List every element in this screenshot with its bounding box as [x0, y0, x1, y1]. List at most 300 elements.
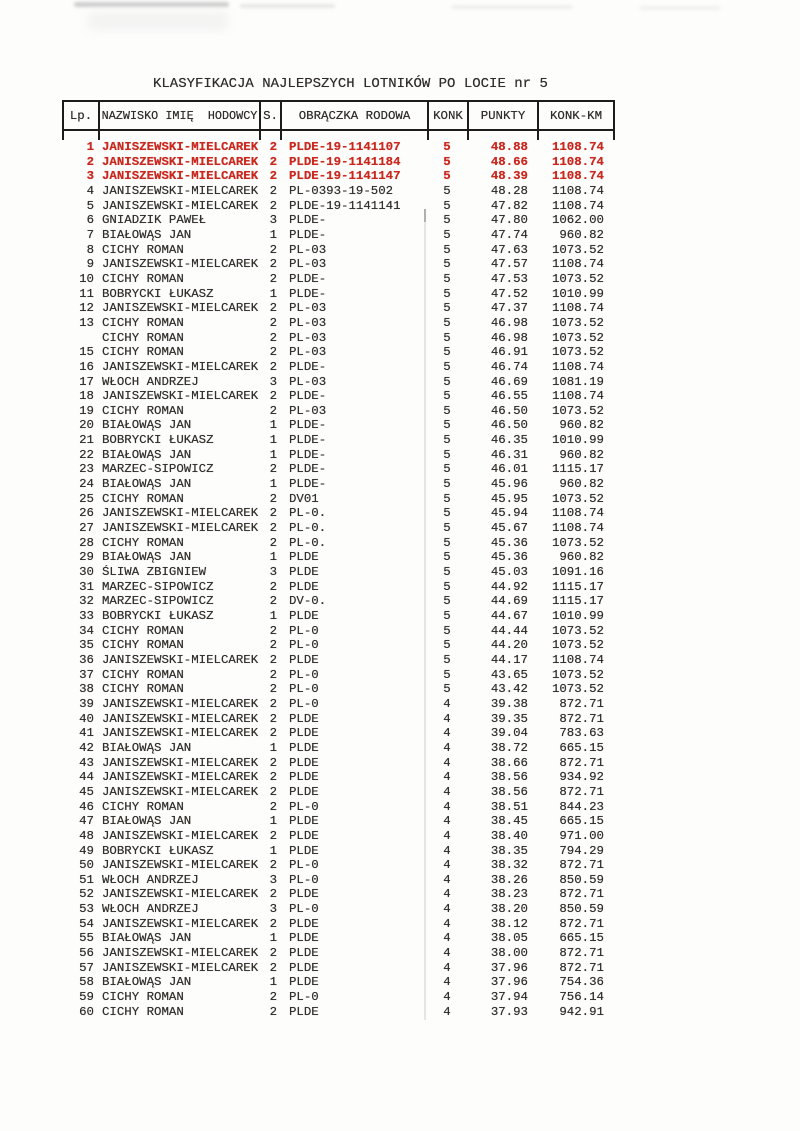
cell-punkty: 38.56: [490, 784, 528, 799]
cell-series: 3: [269, 374, 277, 389]
cell-ring: DV01: [289, 491, 319, 506]
cell-lp: 31: [79, 579, 94, 594]
table-row: [62, 257, 615, 272]
cell-series: 2: [269, 770, 277, 785]
column-tick: [613, 130, 615, 140]
cell-ring: PL-0: [289, 682, 319, 697]
cell-ring: PL-0.: [289, 506, 327, 521]
cell-lp: 16: [79, 359, 94, 374]
cell-konk-km: 1073.52: [551, 315, 604, 330]
cell-punkty: 47.37: [490, 301, 528, 316]
cell-punkty: 37.96: [490, 960, 528, 975]
cell-konk-km: 1073.52: [551, 271, 604, 286]
cell-series: 3: [269, 872, 277, 887]
cell-konk: 4: [443, 872, 451, 887]
cell-konk: 5: [443, 491, 451, 506]
cell-punkty: 37.96: [490, 975, 528, 990]
cell-konk: 4: [443, 814, 451, 829]
cell-lp: 30: [79, 565, 94, 580]
cell-konk-km: 794.29: [559, 843, 604, 858]
cell-punkty: 44.44: [490, 623, 528, 638]
cell-lp: 32: [79, 594, 94, 609]
cell-series: 2: [269, 726, 277, 741]
cell-lp: 28: [79, 535, 94, 550]
cell-konk-km: 1073.52: [551, 345, 604, 360]
cell-punkty: 47.82: [490, 198, 528, 213]
cell-ring: PLDE: [289, 931, 319, 946]
cell-punkty: 45.36: [490, 550, 528, 565]
cell-konk: 5: [443, 609, 451, 623]
cell-series: 2: [269, 491, 277, 506]
table-row: [62, 301, 615, 316]
cell-series: 3: [269, 565, 277, 580]
cell-lp: 51: [79, 872, 94, 887]
cell-punkty: 46.91: [490, 345, 528, 360]
cell-punkty: 44.69: [490, 594, 528, 609]
cell-lp: 23: [79, 462, 94, 477]
cell-konk-km: 1108.74: [551, 652, 604, 667]
cell-punkty: 38.32: [490, 858, 528, 873]
cell-konk-km: 1010.99: [551, 433, 604, 448]
cell-series: 1: [269, 477, 277, 492]
cell-lp: 41: [79, 726, 94, 741]
cell-ring: PLDE: [289, 828, 319, 843]
cell-series: 2: [269, 183, 277, 198]
cell-lp: 25: [79, 491, 94, 506]
cell-lp: 10: [79, 271, 94, 286]
cell-lp: 1: [86, 140, 94, 154]
column-header-konk: KONK: [429, 102, 469, 129]
cell-ring: PL-03: [289, 315, 327, 330]
cell-lp: 44: [79, 770, 94, 785]
cell-lp: 9: [86, 257, 94, 272]
cell-ring: PL-03: [289, 345, 327, 360]
cell-punkty: 44.92: [490, 579, 528, 594]
cell-konk: 5: [443, 623, 451, 638]
column-tick: [98, 130, 100, 140]
cell-lp: 52: [79, 887, 94, 902]
cell-punkty: 46.35: [490, 433, 528, 448]
cell-konk: 4: [443, 916, 451, 931]
cell-lp: 50: [79, 858, 94, 873]
cell-name: JANISZEWSKI-MIELCAREK: [102, 521, 259, 536]
cell-name: CICHY ROMAN: [102, 1004, 184, 1019]
cell-konk: 5: [443, 565, 451, 580]
table-row: [62, 550, 615, 565]
cell-series: 3: [269, 213, 277, 228]
cell-ring: PLDE-: [289, 227, 327, 242]
cell-name: JANISZEWSKI-MIELCAREK: [102, 506, 259, 521]
cell-konk: 5: [443, 667, 451, 682]
column-tick: [280, 130, 282, 140]
cell-name: CICHY ROMAN: [102, 345, 184, 360]
cell-name: JANISZEWSKI-MIELCAREK: [102, 140, 259, 154]
cell-punkty: 46.01: [490, 462, 528, 477]
cell-konk-km: 942.91: [559, 1004, 604, 1019]
cell-konk-km: 1115.17: [551, 462, 604, 477]
cell-series: 1: [269, 609, 277, 623]
cell-ring: PLDE: [289, 946, 319, 961]
cell-punkty: 46.69: [490, 374, 528, 389]
cell-name: JANISZEWSKI-MIELCAREK: [102, 960, 259, 975]
cell-ring: PLDE: [289, 550, 319, 565]
cell-konk-km: 783.63: [559, 726, 604, 741]
cell-name: BOBRYCKI ŁUKASZ: [102, 843, 214, 858]
cell-series: 2: [269, 506, 277, 521]
cell-name: JANISZEWSKI-MIELCAREK: [102, 389, 259, 404]
cell-ring: PLDE: [289, 740, 319, 755]
cell-lp: 13: [79, 315, 94, 330]
cell-name: BIAŁOWĄS JAN: [102, 931, 192, 946]
cell-konk: 5: [443, 301, 451, 316]
cell-konk: 4: [443, 711, 451, 726]
cell-konk-km: 872.71: [559, 916, 604, 931]
cell-series: 2: [269, 858, 277, 873]
cell-konk: 4: [443, 858, 451, 873]
cell-series: 2: [269, 711, 277, 726]
cell-ring: PLDE-: [289, 447, 327, 462]
cell-lp: 17: [79, 374, 94, 389]
cell-konk-km: 872.71: [559, 946, 604, 961]
cell-ring: PLDE-: [289, 286, 327, 301]
cell-series: 1: [269, 447, 277, 462]
table-row: [62, 331, 615, 346]
cell-konk: 5: [443, 286, 451, 301]
cell-konk-km: 1108.74: [551, 301, 604, 316]
table-row: [62, 199, 615, 214]
cell-series: 2: [269, 301, 277, 316]
cell-punkty: 47.57: [490, 257, 528, 272]
cell-ring: PL-0: [289, 667, 319, 682]
cell-name: GNIADZIK PAWEŁ: [102, 213, 207, 228]
cell-konk: 5: [443, 652, 451, 667]
cell-konk: 4: [443, 902, 451, 917]
cell-series: 2: [269, 271, 277, 286]
cell-konk-km: 1073.52: [551, 638, 604, 653]
cell-name: BIAŁOWĄS JAN: [102, 418, 192, 433]
cell-konk: 5: [443, 462, 451, 477]
cell-lp: 33: [79, 609, 94, 623]
cell-lp: 42: [79, 740, 94, 755]
cell-ring: PL-03: [289, 257, 327, 272]
cell-ring: PLDE: [289, 784, 319, 799]
cell-konk-km: 1108.74: [551, 169, 604, 184]
cell-konk: 4: [443, 887, 451, 902]
cell-series: 2: [269, 315, 277, 330]
cell-ring: PLDE: [289, 916, 319, 931]
cell-series: 1: [269, 740, 277, 755]
cell-konk-km: 1073.52: [551, 623, 604, 638]
cell-konk-km: 1073.52: [551, 242, 604, 257]
cell-konk: 5: [443, 433, 451, 448]
cell-ring: PLDE: [289, 887, 319, 902]
cell-ring: PL-03: [289, 403, 327, 418]
cell-konk-km: 1108.74: [551, 506, 604, 521]
cell-name: JANISZEWSKI-MIELCAREK: [102, 169, 259, 184]
scan-smudge: [452, 5, 572, 9]
cell-lp: 58: [79, 975, 94, 990]
cell-lp: 47: [79, 814, 94, 829]
cell-name: WŁOCH ANDRZEJ: [102, 872, 199, 887]
table-row: [62, 287, 615, 302]
table-row: [62, 887, 615, 902]
cell-konk-km: 1073.52: [551, 535, 604, 550]
cell-konk: 4: [443, 799, 451, 814]
cell-lp: 3: [86, 169, 94, 184]
cell-punkty: 44.20: [490, 638, 528, 653]
table-row: [62, 990, 615, 1005]
cell-konk: 5: [443, 447, 451, 462]
cell-konk: 4: [443, 755, 451, 770]
column-tick: [259, 130, 261, 140]
cell-konk: 4: [443, 696, 451, 711]
column-header-punkty: PUNKTY: [469, 102, 539, 129]
cell-punkty: 45.96: [490, 477, 528, 492]
cell-punkty: 38.00: [490, 946, 528, 961]
cell-lp: 48: [79, 828, 94, 843]
table-row: [62, 609, 615, 624]
column-header-ring: OBRĄCZKA RODOWA: [282, 102, 429, 129]
table-row: [62, 697, 615, 712]
cell-name: BIAŁOWĄS JAN: [102, 227, 192, 242]
cell-ring: PLDE: [289, 770, 319, 785]
cell-konk-km: 665.15: [559, 931, 604, 946]
cell-konk-km: 1108.74: [551, 154, 604, 169]
cell-lp: 6: [86, 213, 94, 228]
cell-punkty: 38.12: [490, 916, 528, 931]
scan-smudge: [88, 12, 228, 30]
cell-series: 1: [269, 286, 277, 301]
scan-smudge: [640, 6, 720, 10]
cell-ring: PLDE: [289, 711, 319, 726]
cell-name: CICHY ROMAN: [102, 315, 184, 330]
cell-konk-km: 1108.74: [551, 198, 604, 213]
cell-ring: PLDE-: [289, 433, 327, 448]
column-header-series: S.: [261, 102, 282, 129]
cell-konk: 4: [443, 960, 451, 975]
cell-konk-km: 850.59: [559, 872, 604, 887]
cell-konk: 4: [443, 843, 451, 858]
table-row: [62, 316, 615, 331]
cell-konk: 4: [443, 828, 451, 843]
cell-lp: 40: [79, 711, 94, 726]
cell-lp: 35: [79, 638, 94, 653]
table-row: [62, 829, 615, 844]
cell-lp: 49: [79, 843, 94, 858]
cell-name: WŁOCH ANDRZEJ: [102, 902, 199, 917]
table-row: [62, 917, 615, 932]
table-row: [62, 946, 615, 961]
cell-ring: PLDE: [289, 609, 319, 623]
cell-series: 2: [269, 696, 277, 711]
cell-ring: PLDE: [289, 1004, 319, 1019]
table-row: [62, 477, 615, 492]
table-row: [62, 243, 615, 258]
table-row: [62, 873, 615, 888]
table-row: [62, 931, 615, 946]
cell-konk-km: 1108.74: [551, 521, 604, 536]
cell-ring: PLDE-: [289, 213, 327, 228]
cell-ring: PLDE-: [289, 271, 327, 286]
cell-name: MARZEC-SIPOWICZ: [102, 462, 214, 477]
table-row: [62, 653, 615, 668]
cell-name: MARZEC-SIPOWICZ: [102, 594, 214, 609]
table-row: [62, 155, 615, 170]
table-row: [62, 902, 615, 917]
table-row: [62, 844, 615, 859]
cell-name: JANISZEWSKI-MIELCAREK: [102, 257, 259, 272]
table-row: [62, 448, 615, 463]
cell-konk: 5: [443, 169, 451, 184]
table-row: [62, 184, 615, 199]
table-row: [62, 213, 615, 228]
cell-punkty: 47.74: [490, 227, 528, 242]
cell-lp: 39: [79, 696, 94, 711]
cell-series: 2: [269, 389, 277, 404]
cell-name: JANISZEWSKI-MIELCAREK: [102, 887, 259, 902]
cell-punkty: 38.40: [490, 828, 528, 843]
cell-konk: 4: [443, 1004, 451, 1019]
cell-lp: 4: [86, 183, 94, 198]
cell-punkty: 45.67: [490, 521, 528, 536]
cell-series: 2: [269, 403, 277, 418]
cell-punkty: 43.42: [490, 682, 528, 697]
table-row: [62, 580, 615, 595]
cell-konk: 5: [443, 330, 451, 345]
cell-punkty: 48.88: [490, 140, 528, 154]
cell-punkty: 38.05: [490, 931, 528, 946]
cell-konk-km: 872.71: [559, 696, 604, 711]
cell-ring: PLDE: [289, 652, 319, 667]
table-row: [62, 638, 615, 653]
table-row: [62, 682, 615, 697]
cell-konk-km: 960.82: [559, 550, 604, 565]
cell-name: JANISZEWSKI-MIELCAREK: [102, 946, 259, 961]
table-row: [62, 433, 615, 448]
cell-series: 2: [269, 916, 277, 931]
cell-punkty: 46.50: [490, 418, 528, 433]
cell-series: 2: [269, 154, 277, 169]
cell-konk: 5: [443, 594, 451, 609]
cell-series: 2: [269, 257, 277, 272]
cell-ring: PL-0: [289, 902, 319, 917]
cell-punkty: 46.98: [490, 330, 528, 345]
cell-lp: 38: [79, 682, 94, 697]
cell-lp: 60: [79, 1004, 94, 1019]
cell-konk: 4: [443, 946, 451, 961]
cell-konk-km: 1073.52: [551, 403, 604, 418]
cell-series: 2: [269, 359, 277, 374]
table-row: [62, 462, 615, 477]
cell-konk-km: 1073.52: [551, 682, 604, 697]
table-row: [62, 345, 615, 360]
cell-lp: 59: [79, 990, 94, 1005]
cell-name: CICHY ROMAN: [102, 491, 184, 506]
cell-name: JANISZEWSKI-MIELCAREK: [102, 301, 259, 316]
cell-konk: 5: [443, 638, 451, 653]
table-row: [62, 492, 615, 507]
scan-smudge: [74, 2, 229, 7]
cell-punkty: 47.52: [490, 286, 528, 301]
cell-konk-km: 1115.17: [551, 579, 604, 594]
cell-ring: PL-03: [289, 374, 327, 389]
cell-series: 3: [269, 902, 277, 917]
table-row: [62, 228, 615, 243]
cell-ring: PLDE-: [289, 359, 327, 374]
table-row: [62, 726, 615, 741]
table-row: [62, 506, 615, 521]
cell-ring: PLDE: [289, 960, 319, 975]
column-header-lp: Lp.: [64, 102, 100, 129]
cell-punkty: 38.26: [490, 872, 528, 887]
cell-lp: 57: [79, 960, 94, 975]
cell-lp: 36: [79, 652, 94, 667]
table-row: [62, 594, 615, 609]
cell-konk-km: 756.14: [559, 990, 604, 1005]
cell-konk-km: 1073.52: [551, 667, 604, 682]
cell-series: 2: [269, 462, 277, 477]
table-row: [62, 814, 615, 829]
cell-lp: 45: [79, 784, 94, 799]
cell-konk-km: 971.00: [559, 828, 604, 843]
cell-lp: 24: [79, 477, 94, 492]
cell-konk: 5: [443, 535, 451, 550]
table-row: [62, 858, 615, 873]
cell-konk: 5: [443, 389, 451, 404]
cell-lp: 15: [79, 345, 94, 360]
cell-konk-km: 872.71: [559, 755, 604, 770]
cell-series: 2: [269, 887, 277, 902]
cell-lp: 54: [79, 916, 94, 931]
cell-ring: PL-0: [289, 623, 319, 638]
cell-punkty: 44.17: [490, 652, 528, 667]
cell-lp: 34: [79, 623, 94, 638]
table-row: [62, 712, 615, 727]
cell-name: JANISZEWSKI-MIELCAREK: [102, 154, 259, 169]
cell-konk-km: 1108.74: [551, 140, 604, 154]
cell-konk: 4: [443, 784, 451, 799]
cell-series: 1: [269, 227, 277, 242]
cell-punkty: 46.55: [490, 389, 528, 404]
cell-punkty: 37.94: [490, 990, 528, 1005]
cell-name: CICHY ROMAN: [102, 330, 184, 345]
table-row: [62, 418, 615, 433]
table-row: [62, 565, 615, 580]
cell-konk: 5: [443, 315, 451, 330]
cell-konk-km: 665.15: [559, 814, 604, 829]
cell-konk-km: 665.15: [559, 740, 604, 755]
cell-ring: PL-0: [289, 990, 319, 1005]
cell-punkty: 46.98: [490, 315, 528, 330]
table-row: [62, 770, 615, 785]
cell-ring: PL-0: [289, 638, 319, 653]
cell-name: JANISZEWSKI-MIELCAREK: [102, 858, 259, 873]
cell-lp: 46: [79, 799, 94, 814]
cell-name: JANISZEWSKI-MIELCAREK: [102, 198, 259, 213]
cell-konk-km: 1108.74: [551, 257, 604, 272]
cell-lp: 18: [79, 389, 94, 404]
cell-series: 2: [269, 535, 277, 550]
cell-konk-km: 872.71: [559, 960, 604, 975]
cell-series: 2: [269, 330, 277, 345]
cell-name: BOBRYCKI ŁUKASZ: [102, 286, 214, 301]
cell-konk: 5: [443, 506, 451, 521]
cell-ring: PL-03: [289, 242, 327, 257]
cell-konk: 5: [443, 682, 451, 697]
cell-name: BIAŁOWĄS JAN: [102, 740, 192, 755]
cell-name: CICHY ROMAN: [102, 682, 184, 697]
cell-konk-km: 934.92: [559, 770, 604, 785]
